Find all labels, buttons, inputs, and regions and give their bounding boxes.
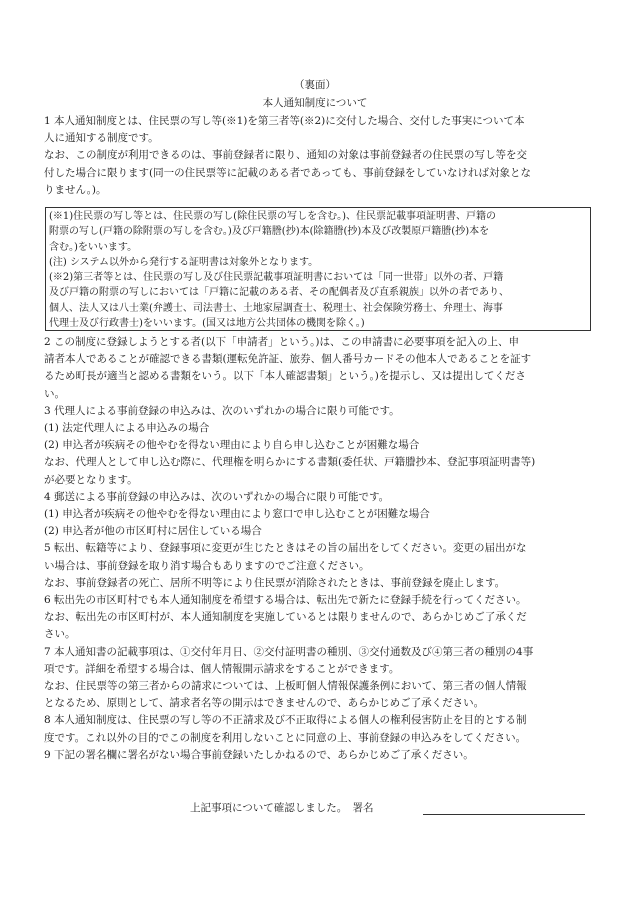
text-line: (2) 申込者が他の市区町村に居住している場合 bbox=[44, 525, 262, 538]
signature-row bbox=[0, 800, 630, 820]
text-line: るため町長が適当と認める書類をいう。以下「本人確認書類」という。)を提示し、又は提出してくださ bbox=[44, 370, 526, 383]
note-line: 個人、法人又は八士業(弁護士、司法書士、土地家屋調査士、税理士、社会保険労務士、弁理士、海事 bbox=[49, 302, 503, 314]
text-line: 2 この制度に登録しようとする者(以下「申請者」という。)は、この申請書に必要事項を記入の上、申 bbox=[44, 336, 519, 348]
text-line: りません。)。 bbox=[44, 183, 107, 196]
note-line: (※2)第三者等とは、住民票の写し及び住民票記載事項証明書においては「同一世帯」以外の者、戸籍 bbox=[49, 272, 504, 284]
text-line: 請者本人であることが確認できる書類(運転免許証、旅券、個人番号カードその他本人であることを証す bbox=[44, 353, 532, 366]
text-line: 人に通知する制度です。 bbox=[44, 132, 159, 145]
text-line: い場合は、事前登録を取り消す場合もありますのでご注意ください。 bbox=[44, 559, 370, 572]
note-line: 附票の写し(戸籍の除附票の写しを含む。)及び戸籍謄(抄)本(除籍謄(抄)本及び改製原戸籍謄(抄)本を bbox=[49, 226, 490, 238]
note-line: 及び戸籍の附票の写しにおいては「戸籍に記載のある者、その配偶者及び直系親族」以外の者であり、 bbox=[49, 287, 509, 299]
text-line: い。 bbox=[44, 387, 65, 400]
text-line: 4 郵送による事前登録の申込みは、次のいずれかの場合に限り可能です。 bbox=[44, 490, 390, 503]
text-line: (1) 法定代理人による申込みの場合 bbox=[44, 422, 210, 435]
signature-label: 上記事項について確認しました。 署名 bbox=[190, 802, 374, 814]
text-line: 9 下記の署名欄に署名がない場合事前登録いたしかねるので、あらかじめご了承ください。 bbox=[44, 748, 474, 761]
text-line: 1 本人通知制度とは、住民票の写し等(※1)を第三者等(※2)に交付した場合、交付した事実について本 bbox=[44, 115, 525, 127]
body-section bbox=[44, 334, 594, 764]
page-title: 本人通知制度について bbox=[262, 97, 368, 109]
text-line: (1) 申込者が疾病その他やむを得ない理由により窓口で申し込むことが困難な場合 bbox=[44, 508, 430, 521]
text-line: なお、住民票等の第三者からの請求については、上板町個人情報保護条例において、第三者の個人情報 bbox=[44, 680, 527, 693]
text-line: 付した場合に限ります(同一の住民票等に記載のある者であっても、事前登録をしていなければ対象とな bbox=[44, 166, 531, 179]
text-line: 項です。詳細を希望する場合は、個人情報開示請求をすることができます。 bbox=[44, 662, 400, 675]
note-line: 代理士及び行政書士)をいいます。(国又は地方公共団体の機関を除く。) bbox=[49, 318, 365, 330]
text-line: 8 本人通知制度は、住民票の写し等の不正請求及び不正取得による個人の権利侵害防止を目的とする制 bbox=[44, 714, 527, 727]
notes-box bbox=[45, 207, 591, 331]
text-line: となるため、原則として、請求者名等の開示はできませんので、あらかじめご了承ください。 bbox=[44, 697, 485, 710]
text-line: さい。 bbox=[44, 628, 76, 641]
note-line: 含む。)をいいます。 bbox=[49, 241, 138, 253]
signature-field[interactable] bbox=[423, 814, 585, 815]
text-line: が必要となります。 bbox=[44, 473, 138, 486]
side-label: （裏面） bbox=[294, 79, 336, 91]
text-line: 7 本人通知書の記載事項は、①交付年月日、②交付証明書の種別、③交付通数及び④第三者の種別の4事 bbox=[44, 645, 534, 658]
text-line: 6 転出先の市区町村でも本人通知制度を希望する場合は、転出先で新たに登録手続を行ってください。 bbox=[44, 594, 527, 607]
text-line: 度です。これ以外の目的でこの制度を利用しないことに同意の上、事前登録の申込みをしてください。 bbox=[44, 731, 527, 744]
note-line: (注) システム以外から発行する証明書は対象外となります。 bbox=[49, 256, 319, 268]
text-line: なお、転出先の市区町村が、本人通知制度を実施しているとは限りませんので、あらかじめご了承くだ bbox=[44, 611, 527, 624]
text-line: なお、代理人として申し込む際に、代理権を明らかにする書類(委任状、戸籍謄抄本、登記事項証明書等) bbox=[44, 456, 536, 469]
text-line: 5 転出、転籍等により、登録事項に変更が生じたときはその旨の届出をしてください。変更の届出がな bbox=[44, 542, 527, 555]
intro-section bbox=[44, 113, 594, 199]
note-line: (※1)住民票の写し等とは、住民票の写し(除住民票の写しを含む。)、住民票記載事項証明書、戸籍の bbox=[49, 211, 496, 222]
text-line: なお、事前登録者の死亡、居所不明等により住民票が消除されたときは、事前登録を廃止します。 bbox=[44, 576, 506, 589]
text-line: (2) 申込者が疾病その他やむを得ない理由により自ら申し込むことが困難な場合 bbox=[44, 439, 420, 452]
text-line: なお、この制度が利用できるのは、事前登録者に限り、通知の対象は事前登録者の住民票の写し等を交 bbox=[44, 149, 527, 162]
text-line: 3 代理人による事前登録の申込みは、次のいずれかの場合に限り可能です。 bbox=[44, 404, 400, 417]
